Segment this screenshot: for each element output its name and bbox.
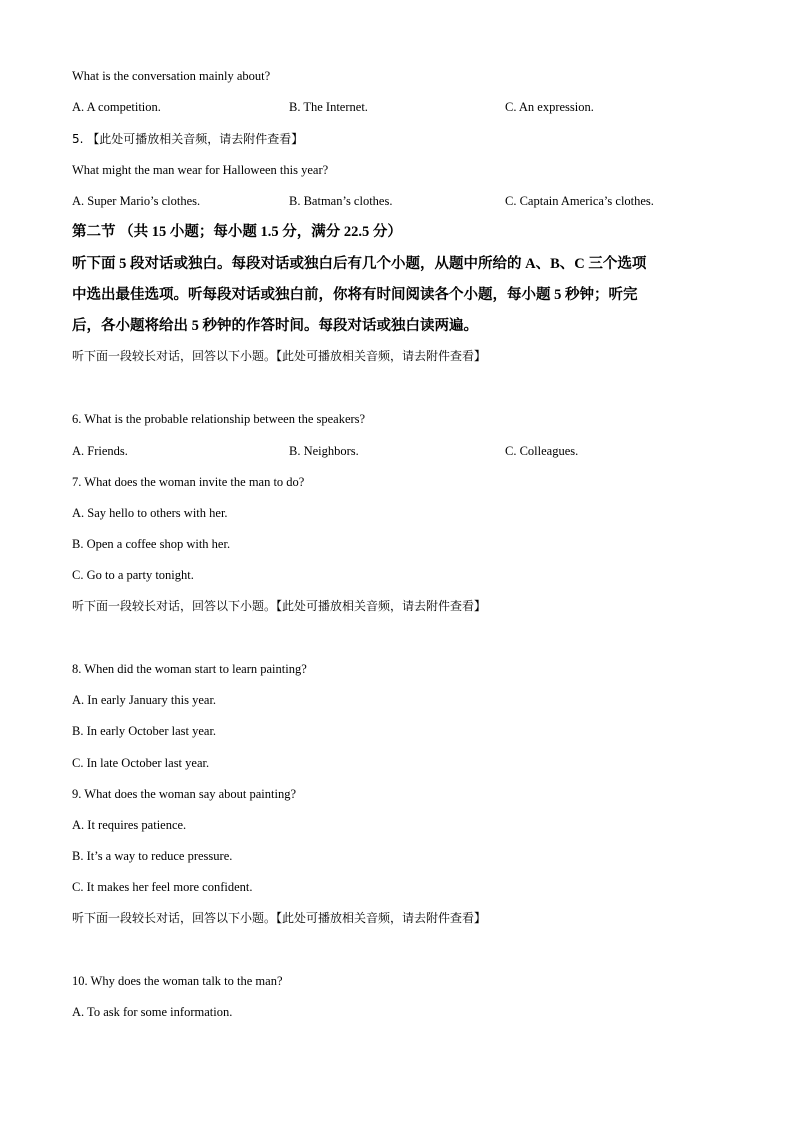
dialogue-audio-prompt-3[interactable]: 听下面一段较长对话，回答以下小题。【此处可播放相关音频，请去附件查看】	[72, 911, 487, 925]
q10-option-a: A. To ask for some information.	[72, 1005, 233, 1019]
q6-option-c: C. Colleagues.	[505, 444, 579, 458]
q9-option-a: A. It requires patience.	[72, 818, 187, 832]
q9-option-b: B. It’s a way to reduce pressure.	[72, 849, 233, 863]
section-2-heading: 第二节 （共 15 小题；每小题 1.5 分，满分 22.5 分）	[72, 224, 402, 240]
q5-option-b: B. Batman’s clothes.	[289, 194, 393, 208]
q4-option-c: C. An expression.	[505, 100, 594, 114]
q5-option-c: C. Captain America’s clothes.	[505, 194, 654, 208]
question-5-audio-prompt[interactable]: 5. 【此处可播放相关音频，请去附件查看】	[72, 132, 304, 146]
q8-option-b: B. In early October last year.	[72, 724, 217, 738]
section-2-instructions-line-3: 后，各小题将给出 5 秒钟的作答时间。每段对话或独白读两遍。	[72, 318, 478, 334]
section-2-instructions-line-1: 听下面 5 段对话或独白。每段对话或独白后有几个小题，从题中所给的 A、B、C 三个选项	[72, 256, 647, 272]
q9-option-c: C. It makes her feel more confident.	[72, 880, 253, 894]
q6-option-b: B. Neighbors.	[289, 444, 359, 458]
question-8-stem: 8. When did the woman start to learn painting?	[72, 662, 307, 676]
question-5-stem: What might the man wear for Halloween this year?	[72, 163, 329, 177]
section-2-instructions-line-2: 中选出最佳选项。听每段对话或独白前，你将有时间阅读各个小题，每小题 5 秒钟；听完	[72, 287, 638, 303]
q4-option-a: A. A competition.	[72, 100, 161, 114]
q6-option-a: A. Friends.	[72, 444, 128, 458]
question-6-stem: 6. What is the probable relationship between the speakers?	[72, 412, 366, 426]
q7-option-b: B. Open a coffee shop with her.	[72, 537, 231, 551]
q8-option-c: C. In late October last year.	[72, 756, 210, 770]
q4-option-b: B. The Internet.	[289, 100, 368, 114]
dialogue-audio-prompt-2[interactable]: 听下面一段较长对话，回答以下小题。【此处可播放相关音频，请去附件查看】	[72, 599, 487, 613]
question-7-stem: 7. What does the woman invite the man to do?	[72, 475, 305, 489]
question-10-stem: 10. Why does the woman talk to the man?	[72, 974, 283, 988]
q5-option-a: A. Super Mario’s clothes.	[72, 194, 201, 208]
q7-option-a: A. Say hello to others with her.	[72, 506, 228, 520]
q8-option-a: A. In early January this year.	[72, 693, 217, 707]
dialogue-audio-prompt-1[interactable]: 听下面一段较长对话，回答以下小题。【此处可播放相关音频，请去附件查看】	[72, 349, 487, 363]
q7-option-c: C. Go to a party tonight.	[72, 568, 194, 582]
question-4-stem: What is the conversation mainly about?	[72, 69, 271, 83]
question-9-stem: 9. What does the woman say about painting?	[72, 787, 297, 801]
